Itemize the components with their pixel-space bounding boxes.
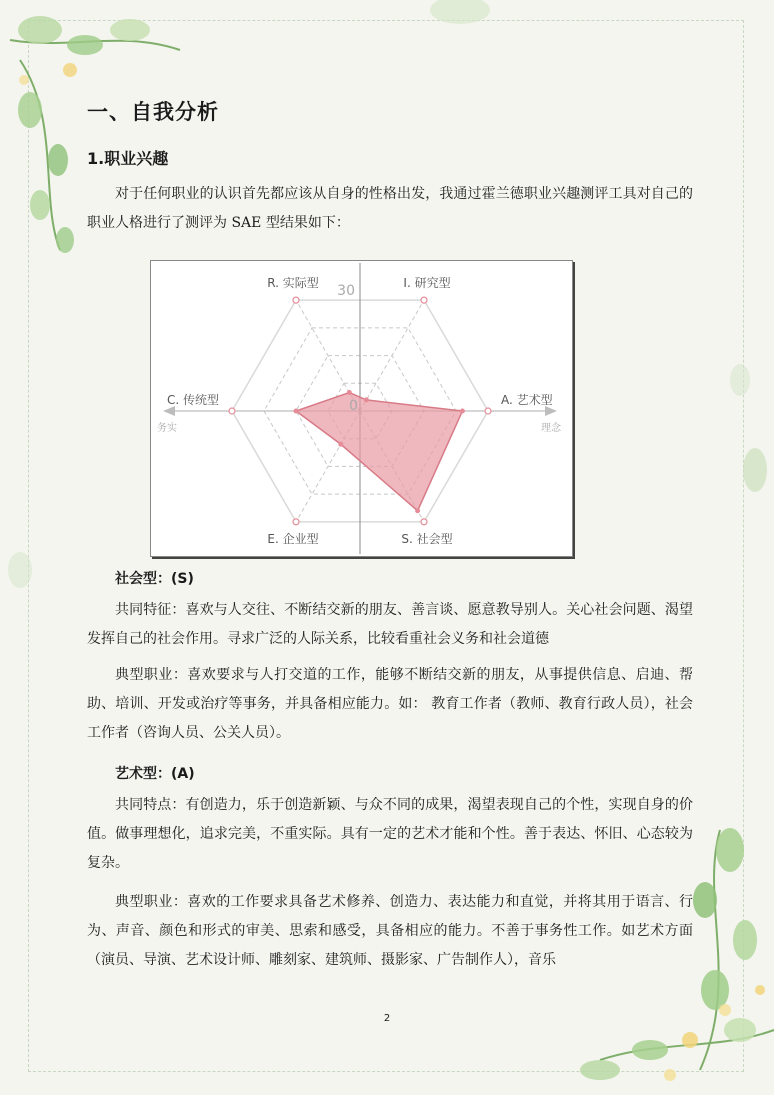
data-point bbox=[415, 508, 420, 513]
axis-vertex-marker bbox=[421, 519, 427, 525]
social-traits-paragraph: 共同特征：喜欢与人交往、不断结交新的朋友、善言谈、愿意教导别人。关心社会问题、渴望发挥自己的社会作用。寻求广泛的人际关系，比较看重社会义务和社会道德 bbox=[87, 602, 693, 647]
axis-label: R. 实际型 bbox=[267, 276, 319, 291]
data-point bbox=[364, 397, 369, 402]
left-arrow-label: 务实 bbox=[157, 423, 177, 434]
axis-label: C. 传统型 bbox=[166, 393, 219, 407]
right-arrow-icon bbox=[545, 406, 557, 416]
axis-label: I. 研究型 bbox=[403, 276, 451, 291]
data-point bbox=[347, 390, 352, 395]
social-jobs-paragraph: 典型职业：喜欢要求与人打交道的工作，能够不断结交新的朋友，从事提供信息、启迪、帮助、培训、开发或治疗等事务，并具备相应能力。如： 教育工作者（教师、教育行政人员），社会工作者（咨询人员、公关人员）。 bbox=[87, 667, 693, 741]
axis-label: E. 企业型 bbox=[267, 531, 319, 546]
axis-vertex-marker bbox=[229, 408, 235, 414]
scale-min-label: 0 bbox=[349, 398, 358, 414]
social-type-title: 社会型：(S) bbox=[115, 571, 194, 587]
axis-vertex-marker bbox=[421, 297, 427, 303]
data-point bbox=[338, 442, 343, 447]
axis-label: A. 艺术型 bbox=[501, 393, 553, 407]
holland-radar-chart bbox=[150, 260, 573, 557]
scale-max-label: 30 bbox=[337, 283, 355, 299]
left-arrow-icon bbox=[163, 406, 175, 416]
data-point bbox=[460, 409, 465, 414]
art-type-title: 艺术型：(A) bbox=[115, 766, 195, 782]
axis-vertex-marker bbox=[293, 519, 299, 525]
art-jobs-paragraph: 典型职业：喜欢的工作要求具备艺术修养、创造力、表达能力和直觉，并将其用于语言、行为、声音、颜色和形式的审美、思索和感受，具备相应的能力。不善于事务性工作。如艺术方面（演员、导演、艺术设计师、雕刻家、建筑师、摄影家、广告制作人），音乐 bbox=[87, 894, 693, 968]
data-point bbox=[294, 409, 299, 414]
section-title: 一、自我分析 bbox=[87, 100, 219, 124]
page-number: 2 bbox=[383, 1013, 391, 1024]
right-arrow-label: 理念 bbox=[541, 423, 561, 434]
axis-vertex-marker bbox=[293, 297, 299, 303]
axis-label: S. 社会型 bbox=[401, 531, 453, 546]
intro-paragraph: 对于任何职业的认识首先都应该从自身的性格出发，我通过霍兰德职业兴趣测评工具对自己的职业人格进行了测评为 SAE 型结果如下： bbox=[87, 186, 693, 231]
radar-svg bbox=[151, 261, 572, 556]
art-traits-paragraph: 共同特点：有创造力，乐于创造新颖、与众不同的成果，渴望表现自己的个性，实现自身的价值。做事理想化，追求完美，不重实际。具有一定的艺术才能和个性。善于表达、怀旧、心态较为复杂。 bbox=[87, 797, 693, 871]
axis-vertex-marker bbox=[485, 408, 491, 414]
series-polygon bbox=[296, 393, 462, 511]
subsection-title: 1.职业兴趣 bbox=[87, 149, 169, 168]
